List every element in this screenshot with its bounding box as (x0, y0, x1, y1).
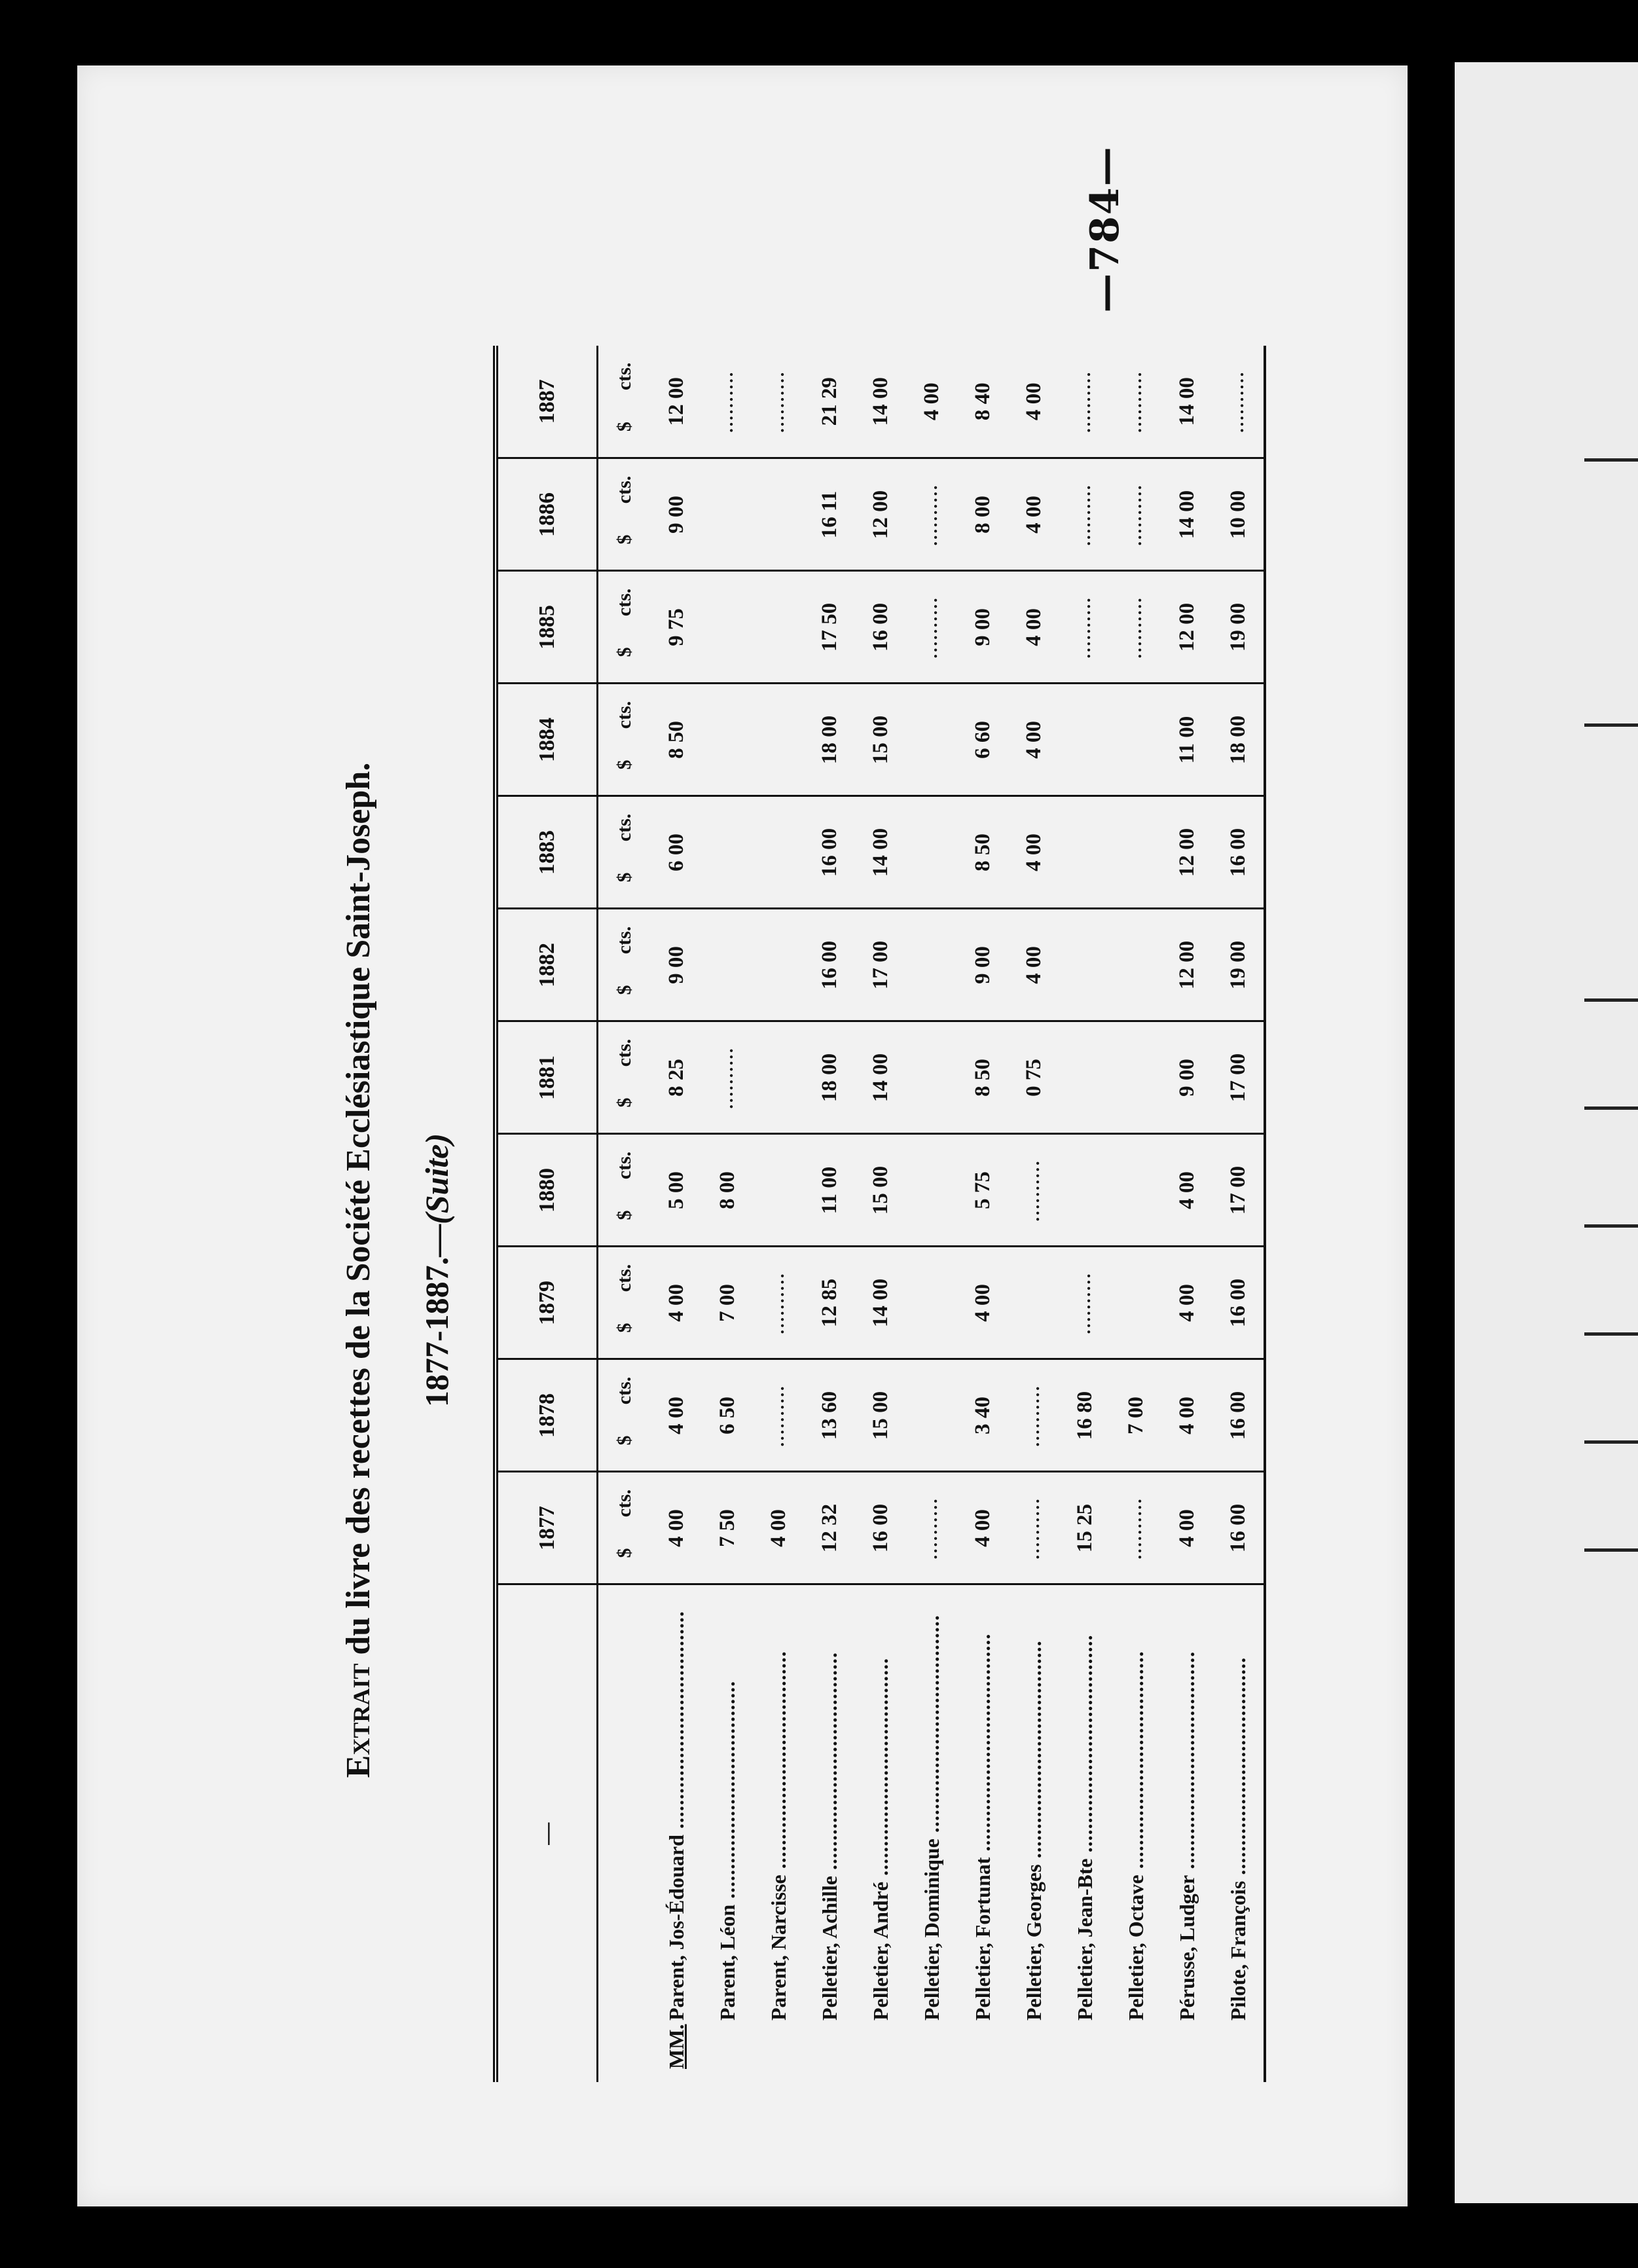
ledger-body (651, 346, 1265, 2082)
unit-header (598, 571, 651, 684)
amount-cell (906, 1359, 957, 1472)
unit-header (598, 1021, 651, 1134)
amount-cell: .......... (1059, 346, 1110, 458)
amount-cell: .......... (753, 346, 804, 458)
cents-unit: cts. (613, 701, 635, 729)
table-row (651, 346, 702, 2082)
facing-page-line (1584, 1440, 1638, 1444)
amount-cell (1110, 1134, 1161, 1247)
amount-cell: .......... (906, 571, 957, 684)
table-row (804, 346, 855, 2082)
amount-cell (1110, 1247, 1161, 1359)
dollar-unit: $ (613, 1210, 635, 1220)
member-name: Pilote, François ..... (1226, 1657, 1250, 2021)
amount-cell: 12 00 (1161, 571, 1212, 684)
dollar-unit: $ (613, 985, 635, 995)
title-lead: Extrait (340, 1663, 377, 1778)
amount-cell: 16 00 (855, 1472, 906, 1584)
amount-cell: 5 00 (651, 1134, 702, 1247)
amount-cell: 6 50 (702, 1359, 753, 1472)
facing-page-line (1584, 998, 1638, 1002)
table-row (957, 346, 1008, 2082)
facing-page-line (1584, 1107, 1638, 1110)
amount-cell: .......... (1110, 458, 1161, 571)
facing-page-line (1584, 723, 1638, 727)
unit-header (598, 684, 651, 796)
amount-cell: .......... (753, 1247, 804, 1359)
amount-cell (702, 909, 753, 1021)
member-name: Parent, Jos-Édouard ..... (664, 1611, 688, 2021)
amount-cell: 16 00 (804, 796, 855, 909)
amount-cell: 13 60 (804, 1359, 855, 1472)
table-row (753, 346, 804, 2082)
amount-cell (906, 1247, 957, 1359)
member-name: Pelletier, Achille ..... (818, 1652, 841, 2021)
amount-cell: 19 00 (1212, 909, 1265, 1021)
member-name: Pelletier, Octave ..... (1124, 1651, 1148, 2021)
amount-cell: 14 00 (855, 1247, 906, 1359)
document-subtitle (418, 458, 456, 2082)
amount-cell: 7 00 (1110, 1359, 1161, 1472)
amount-cell: .......... (906, 458, 957, 571)
amount-cell (906, 909, 957, 1021)
cents-unit: cts. (613, 1489, 635, 1518)
year-header: 1885 (496, 571, 598, 684)
amount-cell: 17 00 (1212, 1021, 1265, 1134)
amount-cell: .......... (1110, 346, 1161, 458)
amount-cell: 16 00 (1212, 1359, 1265, 1472)
amount-cell: 4 00 (651, 1247, 702, 1359)
member-name-cell (906, 1584, 957, 2082)
amount-cell: 9 00 (957, 909, 1008, 1021)
table-row (1212, 346, 1265, 2082)
amount-cell: 18 00 (804, 684, 855, 796)
amount-cell: 16 00 (804, 909, 855, 1021)
amount-cell: 4 00 (1161, 1359, 1212, 1472)
amount-cell: 14 00 (1161, 346, 1212, 458)
title-rest: du livre des recettes de la Société Ecclésiastique Saint-Joseph. (340, 762, 377, 1664)
cents-unit: cts. (613, 1038, 635, 1067)
amount-cell: .......... (1059, 1247, 1110, 1359)
member-name: Pelletier, André ..... (869, 1658, 892, 2021)
member-name: Pelletier, Georges ..... (1022, 1640, 1046, 2021)
amount-cell (1059, 796, 1110, 909)
member-name-cell (1212, 1584, 1265, 2082)
dollar-unit: $ (613, 534, 635, 545)
amount-cell (1110, 796, 1161, 909)
amount-cell: 9 00 (651, 458, 702, 571)
amount-cell: .......... (906, 1472, 957, 1584)
dollar-unit: $ (613, 759, 635, 770)
member-name: Pelletier, Dominique ..... (920, 1615, 943, 2021)
amount-cell (906, 684, 957, 796)
amount-cell: 16 11 (804, 458, 855, 571)
table-row (1059, 346, 1110, 2082)
dollar-unit: $ (613, 872, 635, 883)
year-header: 1877 (496, 1472, 598, 1584)
dollar-unit: $ (613, 1548, 635, 1558)
unit-header (598, 1472, 651, 1584)
cents-unit: cts. (613, 1376, 635, 1405)
amount-cell (1059, 684, 1110, 796)
amount-cell (1059, 1134, 1110, 1247)
amount-cell (753, 571, 804, 684)
amount-cell: 21 29 (804, 346, 855, 458)
amount-cell: 16 00 (1212, 796, 1265, 909)
amount-cell: 4 00 (957, 1247, 1008, 1359)
member-name-cell (957, 1584, 1008, 2082)
member-name-cell (804, 1584, 855, 2082)
year-header: 1880 (496, 1134, 598, 1247)
dollar-unit: $ (613, 422, 635, 432)
amount-cell: 4 00 (753, 1472, 804, 1584)
amount-cell: 4 00 (1008, 909, 1059, 1021)
facing-page (1455, 62, 1638, 2203)
amount-cell: 8 25 (651, 1021, 702, 1134)
corner-unit-cell (598, 1584, 651, 2082)
amount-cell (753, 684, 804, 796)
amount-cell: 12 00 (855, 458, 906, 571)
amount-cell: 4 00 (1008, 796, 1059, 909)
unit-header-row (598, 346, 651, 2082)
amount-cell: 17 00 (855, 909, 906, 1021)
amount-cell: 14 00 (1161, 458, 1212, 571)
table-row (906, 346, 957, 2082)
subtitle-range: 1877-1887.— (418, 1224, 455, 1408)
amount-cell: 4 00 (1161, 1247, 1212, 1359)
amount-cell: 16 80 (1059, 1359, 1110, 1472)
member-name-cell (1059, 1584, 1110, 2082)
amount-cell: 11 00 (1161, 684, 1212, 796)
amount-cell: 9 75 (651, 571, 702, 684)
amount-cell: .......... (1008, 1472, 1059, 1584)
amount-cell: 17 50 (804, 571, 855, 684)
amount-cell: .......... (1008, 1359, 1059, 1472)
amount-cell (702, 684, 753, 796)
year-header: 1879 (496, 1247, 598, 1359)
member-name: Parent, Léon ..... (716, 1681, 739, 2021)
table-row (1110, 346, 1161, 2082)
amount-cell: 18 00 (1212, 684, 1265, 796)
amount-cell: 12 85 (804, 1247, 855, 1359)
corner-cell: — (496, 1584, 598, 2082)
amount-cell: 12 32 (804, 1472, 855, 1584)
subtitle-suite: (Suite) (418, 1133, 455, 1224)
facing-page-line (1584, 458, 1638, 462)
amount-cell (1110, 1021, 1161, 1134)
amount-cell: 8 50 (651, 684, 702, 796)
amount-cell: 19 00 (1212, 571, 1265, 684)
amount-cell (906, 1134, 957, 1247)
amount-cell: .......... (1008, 1134, 1059, 1247)
amount-cell: 5 75 (957, 1134, 1008, 1247)
amount-cell: 4 00 (957, 1472, 1008, 1584)
amount-cell: 14 00 (855, 1021, 906, 1134)
member-name-cell (1161, 1584, 1212, 2082)
dollar-unit: $ (613, 1097, 635, 1108)
amount-cell (1059, 909, 1110, 1021)
table-row (1161, 346, 1212, 2082)
amount-cell: 4 00 (1161, 1134, 1212, 1247)
cents-unit: cts. (613, 926, 635, 955)
amount-cell: 10 00 (1212, 458, 1265, 571)
amount-cell: 0 75 (1008, 1021, 1059, 1134)
amount-cell: .......... (702, 1021, 753, 1134)
amount-cell: 8 00 (957, 458, 1008, 571)
amount-cell: .......... (1212, 346, 1265, 458)
cents-unit: cts. (613, 1264, 635, 1292)
amount-cell: 4 00 (651, 1472, 702, 1584)
amount-cell: 3 40 (957, 1359, 1008, 1472)
member-name: Pelletier, Fortunat ..... (971, 1634, 994, 2021)
year-header: 1882 (496, 909, 598, 1021)
amount-cell (1110, 909, 1161, 1021)
year-header: 1883 (496, 796, 598, 909)
amount-cell: 12 00 (1161, 909, 1212, 1021)
amount-cell: 16 00 (1212, 1472, 1265, 1584)
dollar-unit: $ (613, 1435, 635, 1446)
amount-cell: 16 00 (855, 571, 906, 684)
page-number: —784— (1082, 145, 1128, 313)
year-header-row (496, 346, 598, 2082)
facing-page-line (1584, 1224, 1638, 1228)
member-name-cell (753, 1584, 804, 2082)
unit-header (598, 1134, 651, 1247)
rotated-content (339, 79, 1321, 2082)
amount-cell: 14 00 (855, 346, 906, 458)
dollar-unit: $ (613, 1323, 635, 1333)
facing-page-line (1584, 1332, 1638, 1336)
member-name-cell (1110, 1584, 1161, 2082)
member-name: Parent, Narcisse ..... (767, 1651, 790, 2021)
amount-cell: .......... (1059, 571, 1110, 684)
amount-cell: 12 00 (651, 346, 702, 458)
amount-cell: 8 40 (957, 346, 1008, 458)
amount-cell (753, 796, 804, 909)
amount-cell: 4 00 (1008, 684, 1059, 796)
amount-cell: 4 00 (1008, 571, 1059, 684)
amount-cell: .......... (753, 1359, 804, 1472)
facing-page-line (1584, 1548, 1638, 1552)
amount-cell: 8 00 (702, 1134, 753, 1247)
amount-cell (702, 571, 753, 684)
amount-cell: 17 00 (1212, 1134, 1265, 1247)
amount-cell: 12 00 (1161, 796, 1212, 909)
amount-cell (1110, 684, 1161, 796)
receipts-table (493, 346, 1266, 2082)
amount-cell: 18 00 (804, 1021, 855, 1134)
cents-unit: cts. (613, 1151, 635, 1180)
honorific-prefix: MM. (664, 2024, 688, 2069)
amount-cell: .......... (1110, 1472, 1161, 1584)
unit-header (598, 346, 651, 458)
amount-cell: 11 00 (804, 1134, 855, 1247)
document-title (339, 458, 378, 2082)
amount-cell: 9 00 (1161, 1021, 1212, 1134)
unit-header (598, 1359, 651, 1472)
year-header: 1884 (496, 684, 598, 796)
amount-cell (702, 458, 753, 571)
member-name-cell (855, 1584, 906, 2082)
member-name: Pérusse, Ludger ..... (1175, 1651, 1199, 2021)
amount-cell: 4 00 (1008, 346, 1059, 458)
cents-unit: cts. (613, 362, 635, 391)
amount-cell: 4 00 (1161, 1472, 1212, 1584)
amount-cell: 9 00 (651, 909, 702, 1021)
table-row (855, 346, 906, 2082)
amount-cell: 8 50 (957, 1021, 1008, 1134)
amount-cell: 14 00 (855, 796, 906, 909)
cents-unit: cts. (613, 588, 635, 617)
amount-cell: 16 00 (1212, 1247, 1265, 1359)
amount-cell: 15 00 (855, 1359, 906, 1472)
amount-cell: 15 00 (855, 1134, 906, 1247)
amount-cell (1059, 1021, 1110, 1134)
amount-cell: 9 00 (957, 571, 1008, 684)
year-header: 1886 (496, 458, 598, 571)
unit-header (598, 1247, 651, 1359)
member-name-cell (1008, 1584, 1059, 2082)
amount-cell (906, 796, 957, 909)
amount-cell: 15 25 (1059, 1472, 1110, 1584)
amount-cell: 6 60 (957, 684, 1008, 796)
amount-cell: 7 00 (702, 1247, 753, 1359)
year-header: 1887 (496, 346, 598, 458)
amount-cell (753, 458, 804, 571)
cents-unit: cts. (613, 813, 635, 842)
amount-cell (753, 1021, 804, 1134)
year-header: 1881 (496, 1021, 598, 1134)
amount-cell: .......... (702, 346, 753, 458)
amount-cell: .......... (1059, 458, 1110, 571)
scanned-page (77, 65, 1408, 2206)
amount-cell: 7 50 (702, 1472, 753, 1584)
amount-cell (702, 796, 753, 909)
amount-cell: .......... (1110, 571, 1161, 684)
member-name: Pelletier, Jean-Bte ..... (1073, 1634, 1097, 2021)
amount-cell (906, 1021, 957, 1134)
member-name-cell (651, 1584, 702, 2082)
amount-cell: 4 00 (651, 1359, 702, 1472)
amount-cell: 8 50 (957, 796, 1008, 909)
year-header: 1878 (496, 1359, 598, 1472)
amount-cell: 15 00 (855, 684, 906, 796)
unit-header (598, 796, 651, 909)
amount-cell: 4 00 (1008, 458, 1059, 571)
member-name-cell (702, 1584, 753, 2082)
unit-header (598, 909, 651, 1021)
amount-cell (753, 1134, 804, 1247)
amount-cell (1008, 1247, 1059, 1359)
amount-cell: 6 00 (651, 796, 702, 909)
table-row (1008, 346, 1059, 2082)
dollar-unit: $ (613, 647, 635, 657)
table-row (702, 346, 753, 2082)
unit-header (598, 458, 651, 571)
amount-cell (753, 909, 804, 1021)
cents-unit: cts. (613, 475, 635, 504)
amount-cell: 4 00 (906, 346, 957, 458)
